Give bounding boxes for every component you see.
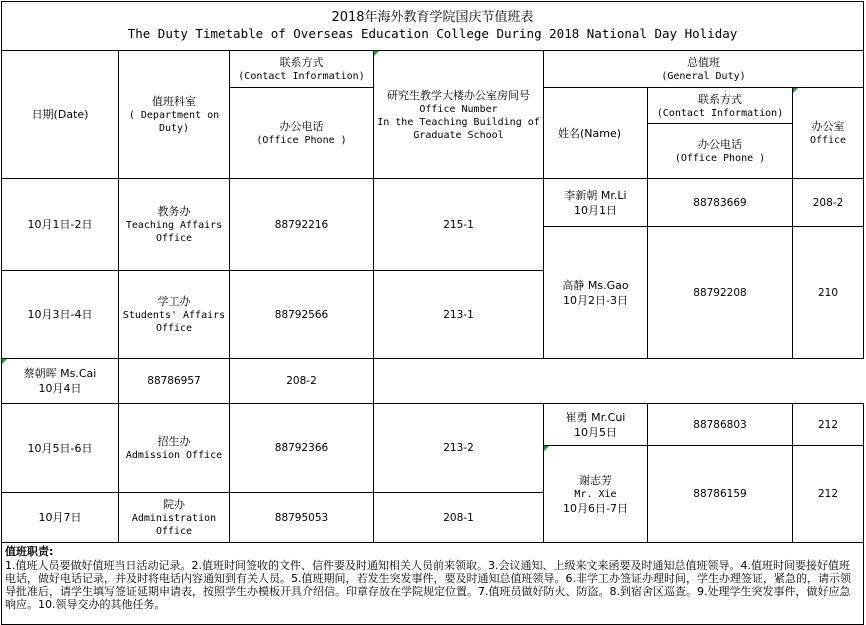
general-row-phone: 88786957: [119, 359, 230, 404]
cell-marker: [374, 51, 379, 56]
table-row-dept: 学工办 Students' Affairs Office: [119, 271, 230, 359]
table-row-dept: 院办 Administration Office: [119, 493, 230, 543]
table-title: [2, 2, 864, 51]
general-row-office: 212: [793, 446, 864, 543]
cell-marker: [2, 359, 7, 364]
general-row-name: 李新朝 Mr.Li 10月1日: [544, 179, 648, 227]
header-room: 研究生教学大楼办公室房间号 Office Number In the Teaching Building of Graduate School: [374, 51, 544, 179]
duties-heading: 值班职责:: [5, 545, 54, 558]
general-row-name: 谢志芳 Mr. Xie 10月6日-7日: [544, 446, 648, 543]
header-office-phone: 办公电话 (Office Phone ): [230, 88, 374, 179]
table-row-phone: 88795053: [230, 493, 374, 543]
table-row-phone: 88792216: [230, 179, 374, 271]
table-row-date: 10月3日-4日: [2, 271, 119, 359]
table-row-room: 208-1: [374, 493, 544, 543]
title-cn: 2018年海外教育学院国庆节值班表: [331, 10, 534, 25]
general-row-name: 蔡朝晖 Ms.Cai 10月4日: [2, 359, 119, 404]
table-row-date: 10月1日-2日: [2, 179, 119, 271]
duty-table: [1, 1, 864, 625]
general-row-phone: 88786803: [648, 404, 793, 446]
cell-marker: [544, 446, 549, 451]
general-row-office: 212: [793, 404, 864, 446]
table-row-room: 213-2: [374, 404, 544, 493]
header-general-phone: 办公电话 (Office Phone ): [648, 124, 793, 179]
table-row-date: 10月7日: [2, 493, 119, 543]
title-en: The Duty Timetable of Overseas Education College During 2018 National Day Holiday: [127, 26, 738, 41]
table-row-dept: 教务办 Teaching Affairs Office: [119, 179, 230, 271]
table-row-date: 10月5日-6日: [2, 404, 119, 493]
table-row-room: 213-1: [374, 271, 544, 359]
table-row-phone: 88792566: [230, 271, 374, 359]
table-row-dept: 招生办 Admission Office: [119, 404, 230, 493]
table-row-phone: 88792366: [230, 404, 374, 493]
duty-responsibilities: [2, 543, 864, 625]
header-office: 办公室 Office: [793, 88, 864, 179]
cell-marker: [793, 88, 798, 93]
table-row-room: 215-1: [374, 179, 544, 271]
general-row-phone: 88783669: [648, 179, 793, 227]
general-row-phone: 88792208: [648, 227, 793, 359]
general-row-office: 208-2: [230, 359, 374, 404]
general-row-name: 高静 Ms.Gao 10月2日-3日: [544, 227, 648, 359]
general-row-office: 210: [793, 227, 864, 359]
general-row-phone: 88786159: [648, 446, 793, 543]
header-date: 日期(Date): [2, 51, 119, 179]
header-general-duty: 总值班 (General Duty): [544, 51, 864, 88]
header-name: 姓名(Name): [544, 88, 648, 179]
duties-text: 1.值班人员要做好值班当日活动记录。2.值班时间签收的文件、信件要及时通知相关人员前来领取。3.会议通知、上级来文来函要及时通知总值班领导。4.值班时间要接好值班电话，做好电话记录，并及时将电话内容通知到有关人员。5.值班期间，若发生突发事件，要及时通知总值班领导。6.非学工办签证办理时间，学生办理签证，紧急的，请示领导批准后，请学生填写签证延期申请表，按照学生办模板开具介绍信。印章存放在学院规定位置。7.值班员做好防火、防盗。8.到宿舍区巡查。9.处理学生突发事件，做好应急响应。10.领导交办的其他任务。: [5, 559, 851, 611]
general-row-office: 208-2: [793, 179, 864, 227]
header-contact: 联系方式 (Contact Information): [230, 51, 374, 88]
header-department: 值班科室 ( Department on Duty): [119, 51, 230, 179]
general-row-name: 崔勇 Mr.Cui 10月5日: [544, 404, 648, 446]
header-general-contact: 联系方式 (Contact Information): [648, 88, 793, 124]
